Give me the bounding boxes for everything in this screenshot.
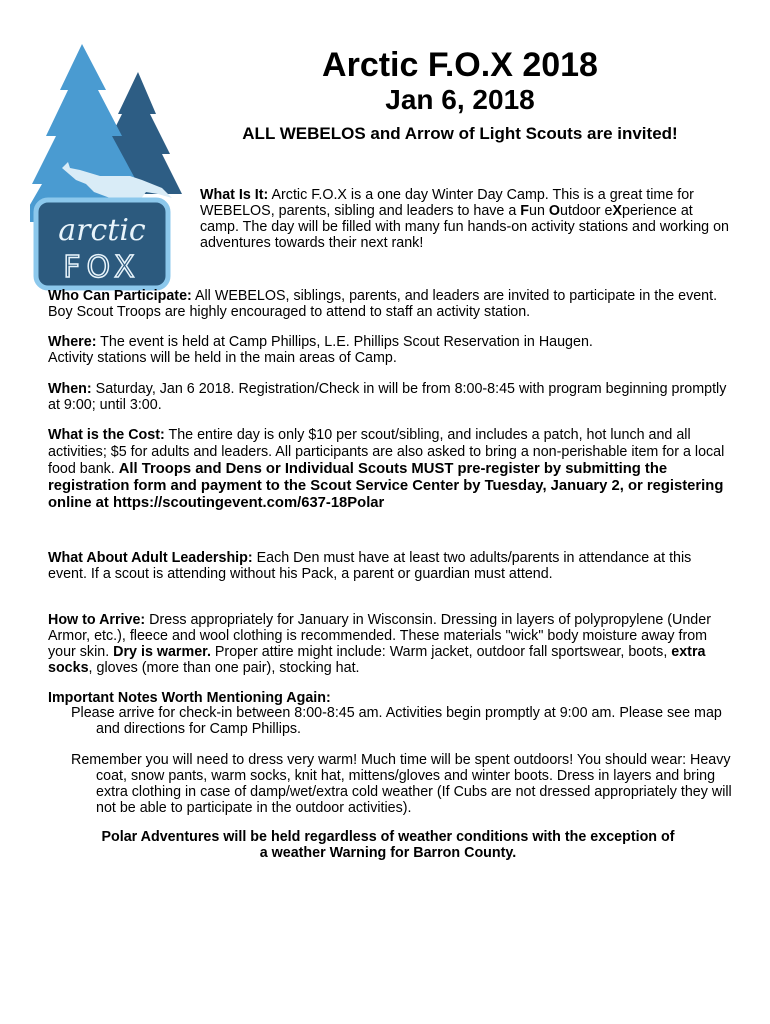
where-text-2: Activity stations will be held in the main areas of Camp. (48, 350, 397, 366)
event-date: Jan 6, 2018 (385, 84, 535, 115)
arrive-label: How to Arrive: (48, 612, 146, 628)
cost-label: What is the Cost: (48, 427, 165, 443)
arrive-text-3: , gloves (more than one pair), stocking hat. (88, 660, 360, 676)
what-is-it-text-2: un (529, 203, 549, 219)
logo-text-arctic: arctic (58, 213, 146, 248)
arrive-text-2: Proper attire might include: Warm jacket, outdoor fall sportswear, boots, (210, 644, 672, 660)
who-section (48, 288, 728, 320)
arrive-section (48, 612, 728, 676)
when-label: When: (48, 381, 92, 397)
arrive-bold-1: Dry is warmer. (113, 644, 211, 660)
cost-section (48, 427, 728, 512)
page-title: Arctic F.O.X 2018 (322, 46, 598, 84)
adult-section (48, 550, 728, 582)
arrive-text-1: Dress appropriately for January in Wisconsin. Dressing in layers of polypropylene (Under Armor, etc.), fleece and wool clothing is recommended. These materials "wick" body moisture away from your skin. (48, 612, 711, 660)
logo-text-fox: FOX (63, 250, 141, 285)
adult-text: Each Den must have at least two adults/parents in attendance at this event. If a scout is attending without his Pack, a parent or guardian must attend. (48, 550, 692, 582)
who-text: All WEBELOS, siblings, parents, and leaders are invited to participate in the event. Boy Scout Troops are highly encouraged to attend to staff an activity station. (48, 288, 718, 320)
footer-notice: Polar Adventures will be held regardless of weather conditions with the exception of a weather Warning for Barron County. (101, 829, 675, 861)
where-label: Where: (48, 334, 97, 350)
when-section (48, 381, 728, 413)
what-is-it-o: O (548, 203, 561, 219)
notes-heading: Important Notes Worth Mentioning Again: (48, 690, 331, 706)
where-text-1: The event is held at Camp Phillips, L.E. Phillips Scout Reservation in Haugen. (96, 334, 593, 350)
arrive-bold-2: extra socks (48, 644, 706, 676)
what-is-it-text-1: Arctic F.O.X is a one day Winter Day Camp. This is a great time for WEBELOS, parents, sibling and leaders to have a (200, 187, 694, 219)
adult-label: What About Adult Leadership: (48, 550, 253, 566)
what-is-it-f: F (520, 203, 530, 219)
what-is-it-x: X (612, 203, 623, 219)
who-label: Who Can Participate: (48, 288, 192, 304)
cost-registration-note: All Troops and Dens or Individual Scouts MUST pre-register by submitting the registration form and payment to the Scout Service Center by Tuesday, January 2, or registering online at https://scoutingevent.com/637-18Polar (48, 461, 724, 511)
what-is-it-text-4: perience at camp. The day will be filled with many fun hands-on activity stations and working on adventures towards their next rank! (200, 203, 729, 251)
when-text: Saturday, Jan 6 2018. Registration/Check in will be from 8:00-8:45 with program beginning promptly at 9:00; until 3:00. (48, 381, 727, 413)
what-is-it-section (200, 187, 730, 251)
note-1: Please arrive for check-in between 8:00-8:45 am. Activities begin promptly at 9:00 am. Please see map and directions for Camp Phillips. (71, 705, 722, 737)
what-is-it-label: What Is It: (200, 187, 269, 203)
cost-text: The entire day is only $10 per scout/sibling, and includes a patch, hot lunch and all activities; $5 for adults and leaders. All participants are also asked to bring a non-perishable item for a local food bank. (48, 427, 725, 477)
arctic-fox-logo (30, 44, 182, 292)
note-2: Remember you will need to dress very warm! Much time will be spent outdoors! You should wear: Heavy coat, snow pants, warm socks, knit hat, mittens/gloves and winter boots. Dress in layers and bring extra clothing in case of damp/wet/extra cold weather (If Cubs are not dressed appropriately they will not be able to participate in the outdoor activities). (71, 752, 732, 816)
what-is-it-text-3: utdoor e (560, 203, 613, 219)
where-section (48, 334, 728, 366)
invite-line: ALL WEBELOS and Arrow of Light Scouts are invited! (242, 124, 678, 143)
